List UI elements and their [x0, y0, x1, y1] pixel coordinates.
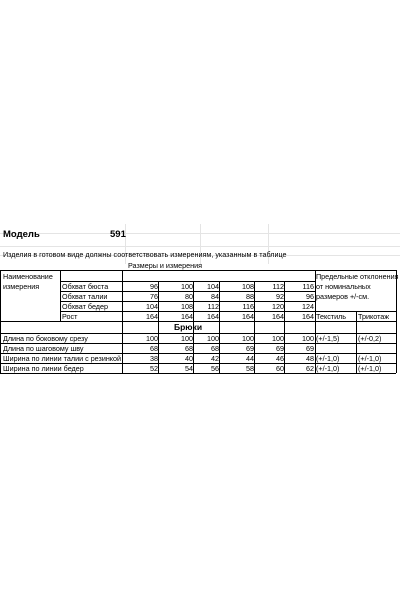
body-value: 164: [146, 312, 158, 321]
body-value: 80: [185, 292, 193, 301]
body-value: 164: [272, 312, 284, 321]
garment-value: 100: [181, 334, 193, 343]
garment-value: 40: [185, 354, 193, 363]
tolerance-knit: (+/-1,0): [358, 354, 382, 363]
table-border: [0, 373, 396, 374]
note-text: Изделия в готовом виде должны соответствовать измерениям, указанным в таблице: [3, 250, 287, 259]
garment-row-label: Ширина по линии талии с резинкой: [3, 354, 122, 363]
knit-label: Трикотаж: [358, 312, 390, 321]
tolerance-textile: (+/-1,0): [316, 354, 340, 363]
table-border: [356, 311, 357, 373]
garment-row-label: Длина по шаговому шву: [3, 344, 84, 353]
garment-value: 69: [276, 344, 284, 353]
table-border: [219, 281, 220, 373]
garment-value: 56: [211, 364, 219, 373]
garment-value: 42: [211, 354, 219, 363]
table-border: [60, 281, 316, 282]
body-value: 116: [242, 302, 254, 311]
table-border: [0, 363, 396, 364]
table-border: [60, 301, 316, 302]
body-row-label: Обхват бюста: [62, 282, 109, 291]
garment-value: 60: [276, 364, 284, 373]
table-border: [0, 321, 396, 322]
tolerance-sub: от номинальных: [316, 282, 371, 291]
table-border: [0, 270, 1, 373]
naming-header: Наименование: [3, 272, 53, 281]
garment-value: 100: [242, 334, 254, 343]
garment-value: 100: [272, 334, 284, 343]
garment-value: 68: [211, 344, 219, 353]
model-label: Модель: [3, 229, 40, 240]
body-row-label: Обхват бедер: [62, 302, 108, 311]
garment-value: 69: [246, 344, 254, 353]
body-value: 112: [207, 302, 219, 311]
garment-value: 54: [185, 364, 193, 373]
body-value: 84: [211, 292, 219, 301]
measurements-label: измерения: [3, 282, 40, 291]
table-border: [60, 311, 396, 312]
body-row-label: Обхват талии: [62, 292, 108, 301]
body-value: 104: [207, 282, 219, 291]
textile-label: Текстиль: [316, 312, 347, 321]
garment-value: 46: [276, 354, 284, 363]
tolerance-textile: (+/-1,5): [316, 334, 340, 343]
table-border: [0, 353, 396, 354]
table-border: [158, 281, 159, 373]
garment-value: 100: [302, 334, 314, 343]
body-value: 124: [302, 302, 314, 311]
garment-row-label: Длина по боковому срезу: [3, 334, 88, 343]
body-value: 164: [207, 312, 219, 321]
table-border: [60, 270, 61, 321]
garment-value: 52: [150, 364, 158, 373]
body-value: 120: [272, 302, 284, 311]
body-value: 96: [150, 282, 158, 291]
tolerance-knit: (+/-0,2): [358, 334, 382, 343]
garment-value: 62: [306, 364, 314, 373]
garment-value: 69: [306, 344, 314, 353]
body-value: 108: [181, 302, 193, 311]
body-value: 100: [181, 282, 193, 291]
table-border: [122, 270, 123, 373]
body-value: 164: [181, 312, 193, 321]
model-number: 591: [110, 229, 126, 240]
garment-value: 100: [146, 334, 158, 343]
body-value: 112: [272, 282, 284, 291]
garment-value: 68: [185, 344, 193, 353]
garment-value: 68: [150, 344, 158, 353]
garment-value: 58: [246, 364, 254, 373]
body-value: 116: [302, 282, 314, 291]
tolerance-sub2: размеров +/-см.: [316, 292, 370, 301]
garment-value: 48: [306, 354, 314, 363]
body-value: 88: [246, 292, 254, 301]
garment-value: 44: [246, 354, 254, 363]
tolerance-knit: (+/-1,0): [358, 364, 382, 373]
table-border: [284, 281, 285, 373]
table-border: [60, 291, 316, 292]
garment-value: 38: [150, 354, 158, 363]
body-value: 164: [242, 312, 254, 321]
table-border: [0, 343, 396, 344]
table-border: [315, 270, 316, 373]
table-border: [396, 270, 397, 373]
body-value: 108: [242, 282, 254, 291]
table-border: [254, 281, 255, 373]
body-value: 92: [276, 292, 284, 301]
body-row-label: Рост: [62, 312, 78, 321]
table-border: [193, 281, 194, 373]
tolerance-header: Предельные отклонения: [316, 272, 399, 281]
table-border: [0, 333, 396, 334]
garment-row-label: Ширина по линии бедер: [3, 364, 84, 373]
sizes-header: Размеры и измерения: [128, 261, 202, 270]
tolerance-textile: (+/-1,0): [316, 364, 340, 373]
garment-value: 100: [207, 334, 219, 343]
body-value: 96: [306, 292, 314, 301]
body-value: 104: [146, 302, 158, 311]
body-value: 164: [302, 312, 314, 321]
body-value: 76: [150, 292, 158, 301]
section-title: Брюки: [174, 322, 203, 332]
